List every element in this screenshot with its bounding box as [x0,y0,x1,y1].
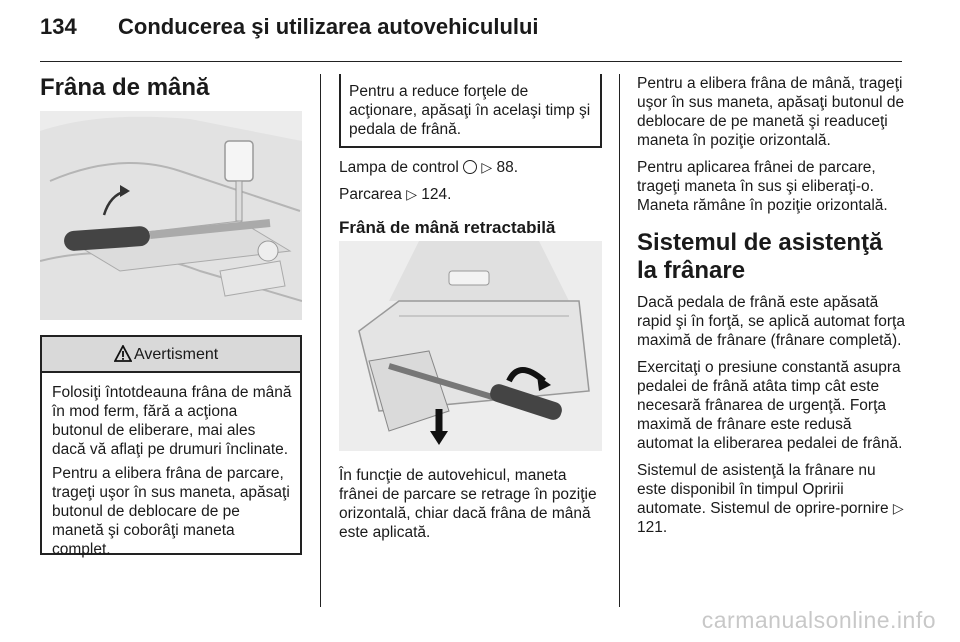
column-2-lower [339,466,602,542]
note-text: Pentru a reduce forţele de acţionare, apăsaţi în acelaşi timp şi pedala de frână. [349,83,591,138]
subheading-retractable: Frână de mână retractabilă [339,218,556,237]
warning-paragraph: Folosiţi întotdeauna frâna de mână în mod ferm, fără a acţiona butonul de eliberare, mai ales dacă vă aflaţi pe drumuri înclinate. [52,384,292,458]
warning-title: Avertisment [134,346,219,363]
retractable-paragraph: În funcţie de autovehicul, maneta frânei de parcare se retrage în poziţie orizontală, chiar dacă frâna de mână este aplicată. [339,467,597,541]
section-heading-handbrake: Frâna de mână [40,74,210,101]
warning-triangle-icon [114,345,132,362]
stop-start-text: Sistemul de asistenţă la frânare nu este disponibil în timpul Opririi automate. Sistemul de oprire-pornire [637,462,893,517]
column-divider [320,74,321,607]
running-title: Conducerea şi utilizarea autovehiculului [118,14,539,39]
warning-paragraph: Pentru a elibera frâna de parcare, trageţi uşor în sus maneta, apăsaţi butonul de deblocare de pe manetă şi coborâţi maneta complet. [52,465,290,558]
parking-reference [339,185,602,204]
parking-text: Parcarea [339,186,407,203]
section-heading-brake-assist: Sistemul de asistenţă la frânare [637,229,883,284]
handbrake-illustration [40,111,302,320]
column-2 [339,158,602,238]
page-ref-icon: ▷ [481,159,493,175]
lamp-text: Lampa de control [339,159,464,176]
control-lamp-icon [463,160,477,174]
parking-ref-page: 124. [421,186,452,203]
apply-paragraph: Pentru aplicarea frânei de parcare, trageţi maneta în sus şi eliberaţi-o. Maneta rămâne în poziţie orizontală. [637,159,888,214]
release-paragraph: Pentru a elibera frâna de mână, trageţi uşor în sus maneta, apăsaţi butonul de deblocare de pe manetă şi readuceţi maneta în poziţie orizontală. [637,75,905,149]
lamp-reference [339,158,602,177]
brake-assist-paragraph: Exercitaţi o presiune constantă asupra pedalei de frână atâta timp cât este necesară frânarea de urgenţă. Forţa maximă de frânare este redusă automat la eliberarea pedalei de frână. [637,359,903,452]
page-ref-icon: ▷ [406,186,417,202]
note-box [339,74,602,148]
column-3 [637,74,905,537]
warning-header [42,335,300,373]
watermark: carmanualsonline.info [701,607,936,633]
page-header [40,14,902,54]
brake-assist-paragraph [637,461,905,537]
brake-assist-paragraph: Dacă pedala de frână este apăsată rapid şi în forţă, se aplică automat forţa maximă de frânare (frânare completă). [637,294,905,349]
lamp-ref-page: 88. [496,159,519,176]
retractable-handbrake-illustration [339,241,602,451]
page-ref-icon: ▷ [892,500,904,516]
column-divider [619,74,620,607]
page-number: 134 [40,14,77,39]
warning-box [40,335,302,558]
stop-start-ref-page: 121. [637,519,668,536]
header-rule [40,61,902,62]
warning-body [52,383,292,564]
column-1 [40,74,302,102]
